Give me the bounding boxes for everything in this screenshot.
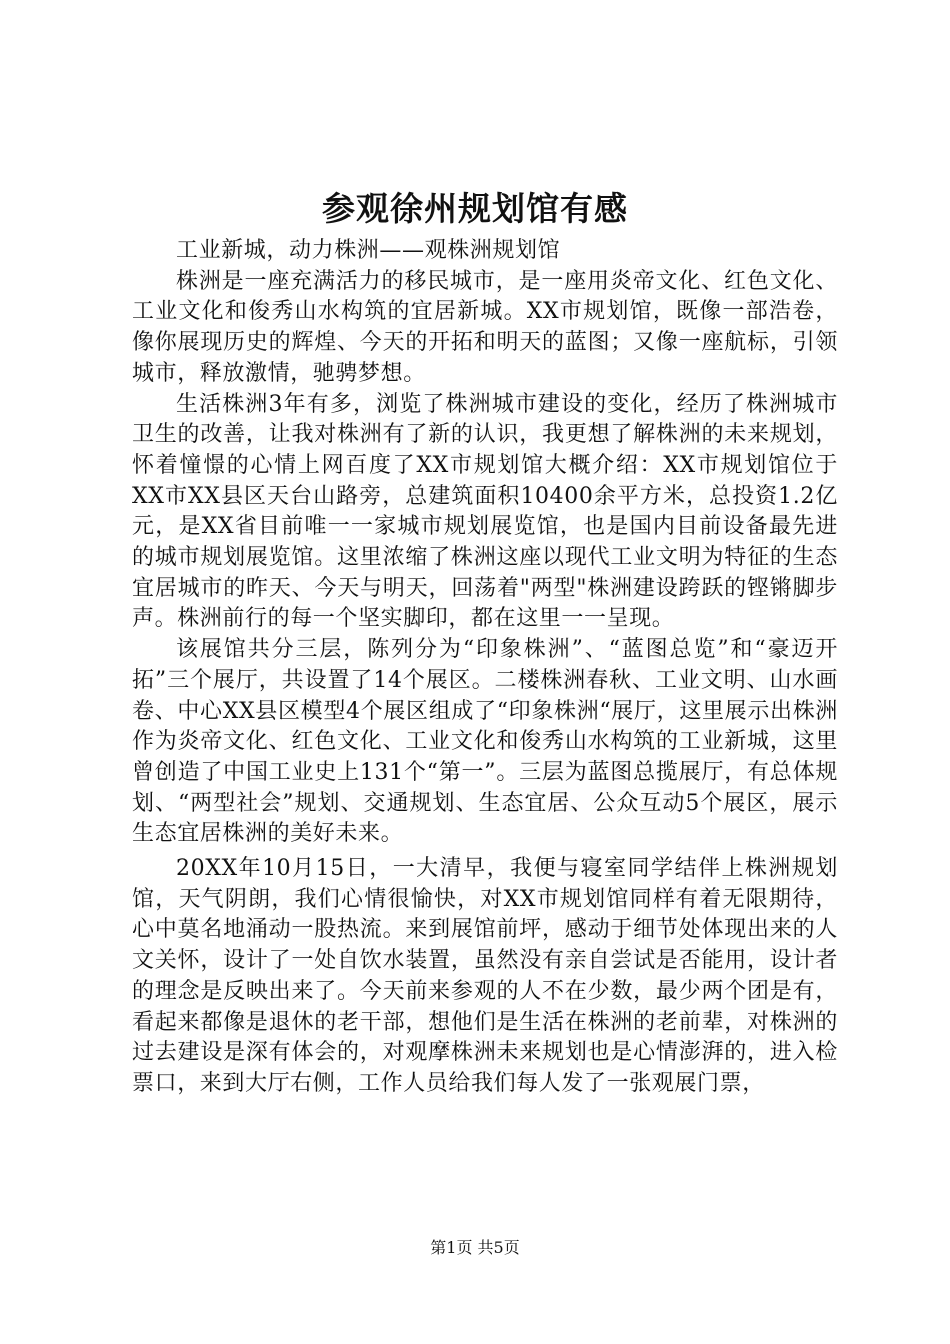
paragraph-visit: 20XX年10月15日，一大清早，我便与寝室同学结伴上株洲规划馆，天气阴朗，我们心情很愉快，对XX市规划馆同样有着无限期待，心中莫名地涌动一股热流。来到展馆前坪，感动于细节处体现出来的人文关怀，设计了一处自饮水装置，虽然没有亲自尝试是否能用，设计者的理念是反映出来了。今天前来参观的人不在少数，最少两个团是有，看起来都像是退休的老干部，想他们是生活在株洲的老前辈，对株洲的过去建设是深有体会的，对观摩株洲未来规划也是心情澎湃的，进入检票口，来到大厅右侧，工作人员给我们每人发了一张观展门票，	[132, 856, 838, 1096]
page-number-footer: 第1页 共5页	[430, 1238, 520, 1257]
paragraph-exhibition: 该展馆共分三层，陈列分为“印象株洲”、“蓝图总览”和“豪迈开拓”三个展厅，共设置了14个展区。二楼株洲春秋、工业文明、山水画卷、中心XX县区模型4个展区组成了“印象株洲“展厅，这里展示出株洲作为炎帝文化、红色文化、工业文化和俊秀山水构筑的工业新城，这里曾创造了中国工业史上131个“第一”。三层为蓝图总揽展厅，有总体规划、“两型社会”规划、交通规划、生态宜居、公众互动5个展区，展示生态宜居株洲的美好未来。	[132, 637, 838, 847]
page-title: 参观徐州规划馆有感	[322, 189, 628, 228]
document-body	[132, 236, 838, 1100]
paragraph-background: 生活株洲3年有多，浏览了株洲城市建设的变化，经历了株洲城市卫生的改善，让我对株洲有了新的认识，我更想了解株洲的未来规划，怀着憧憬的心情上网百度了XX市规划馆大概介绍：XX市规划馆位于XX市XX县区天台山路旁，总建筑面积10400余平方米，总投资1.2亿元，是XX省目前唯一一家城市规划展览馆，也是国内目前设备最先进的城市规划展览馆。这里浓缩了株洲这座以现代工业文明为特征的生态宜居城市的昨天、今天与明天，回荡着"两型"株洲建设跨跃的铿锵脚步声。株洲前行的每一个坚实脚印，都在这里一一呈现。	[132, 391, 838, 632]
paragraph-intro: 株洲是一座充满活力的移民城市，是一座用炎帝文化、红色文化、工业文化和俊秀山水构筑的宜居新城。XX市规划馆，既像一部浩卷，像你展现历史的辉煌、今天的开拓和明天的蓝图；又像一座航标，引领城市，释放激情，驰骋梦想。	[132, 268, 838, 386]
paragraph-subtitle: 工业新城，动力株洲——观株洲规划馆	[176, 238, 561, 263]
